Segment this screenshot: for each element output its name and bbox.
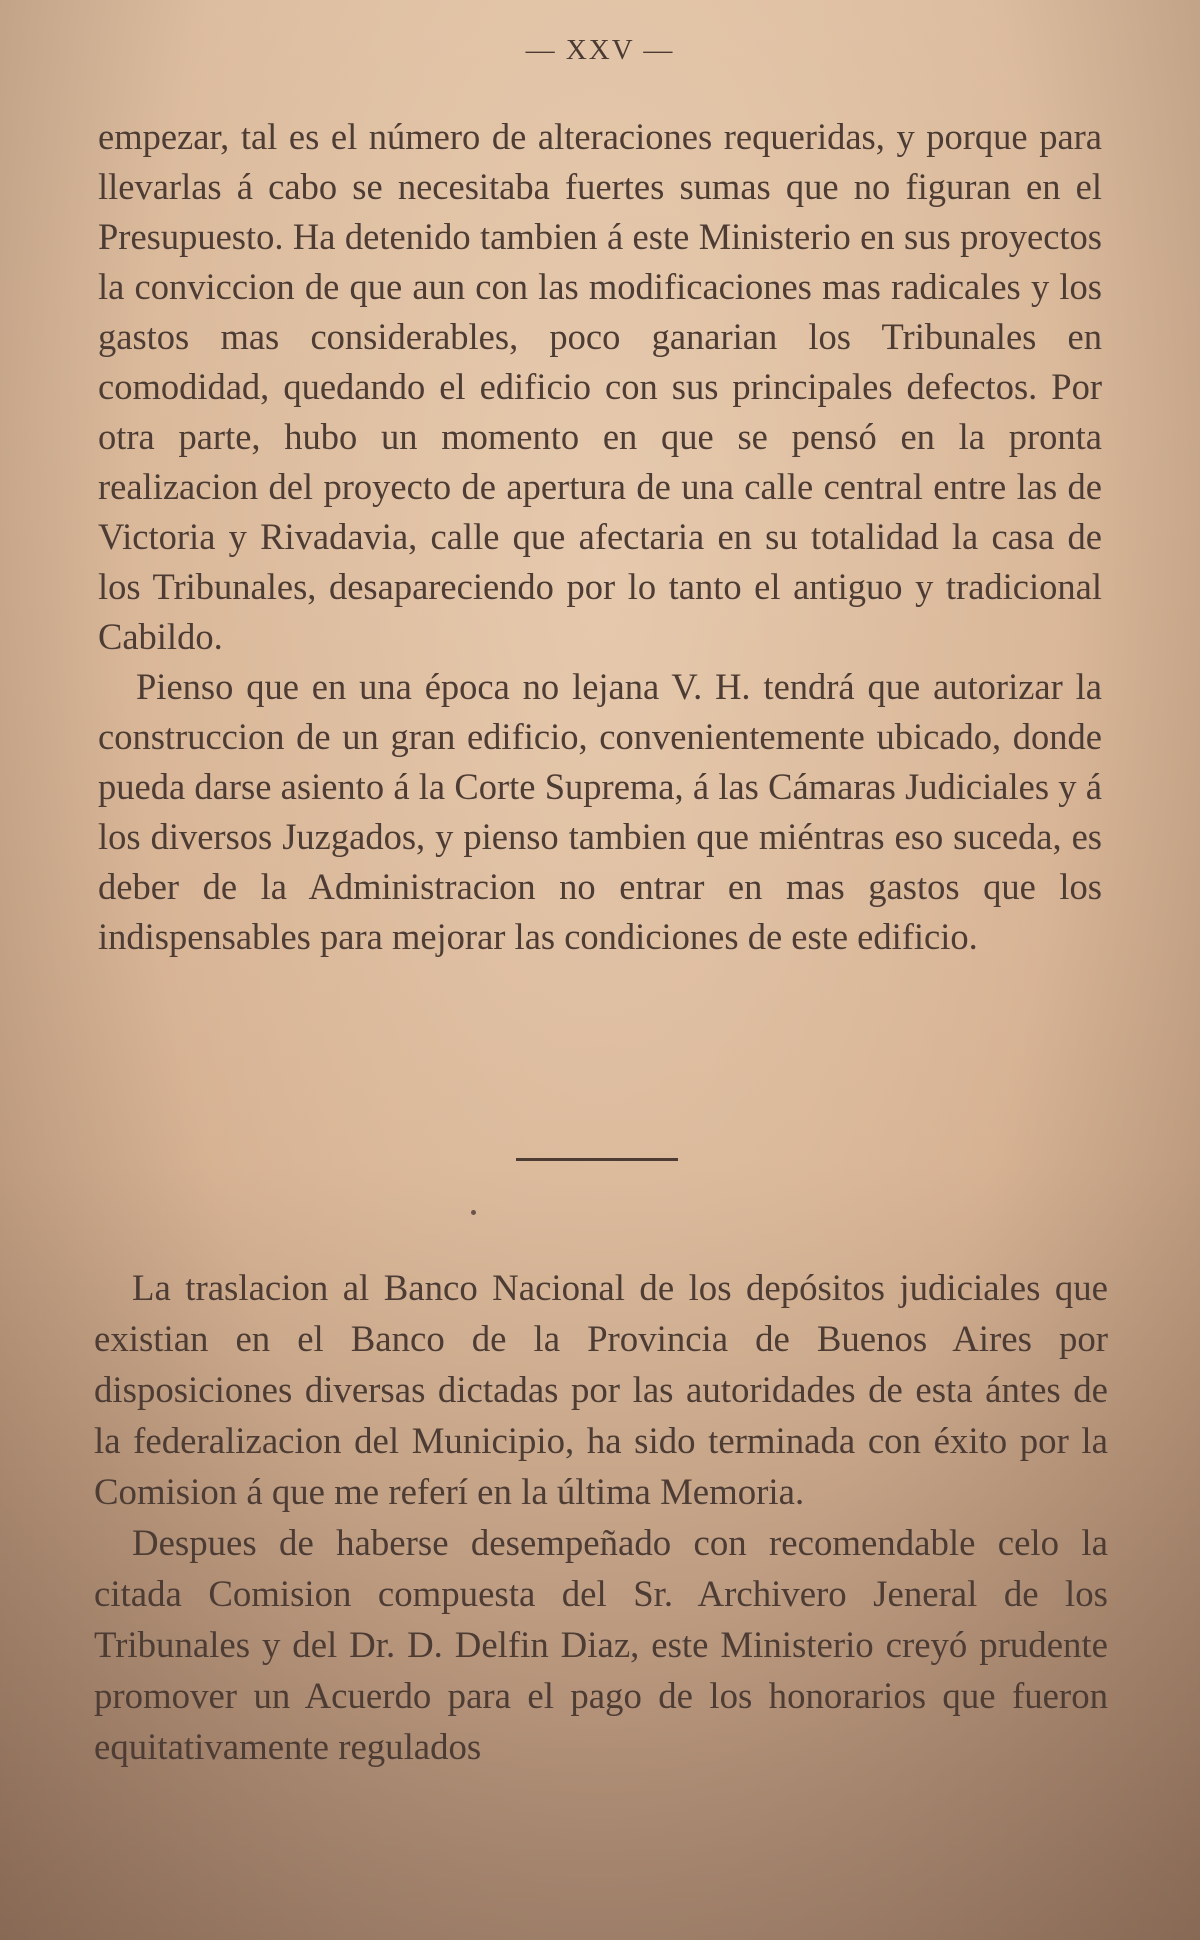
- section-divider-rule: [516, 1158, 678, 1161]
- paragraph-traslacion: La traslacion al Banco Nacional de los depósitos judiciales que existian en el Banco de la Provincia de Buenos Aires por disposiciones diversas dictadas por las autoridades de esta ántes de la federalizacion del Municipio, ha sido terminada con éxito por la Comision á que me referí en la última Memoria.: [94, 1267, 1108, 1512]
- paragraph-continuation: empezar, tal es el número de alteraciones requeridas, y porque para llevarlas á cabo se necesitaba fuertes sumas que no figuran en el Presupuesto. Ha detenido tambien á este Ministerio en sus proyectos la conviccion de que aun con las modificaciones mas radicales y los gastos mas considerables, poco ganarian los Tribunales en comodidad, quedando el edificio con sus principales defectos. Por otra parte, hubo un momento en que se pensó en la pronta realizacion del proyecto de apertura de una calle central entre las de Victoria y Rivadavia, calle que afectaria en su totalidad la casa de los Tribunales, desapareciendo por lo tanto el antiguo y tradicional Cabildo.: [98, 116, 1102, 657]
- page-number-header: — XXV —: [525, 34, 675, 66]
- ink-speck: [471, 1210, 476, 1215]
- paragraph-pienso: Pienso que en una época no lejana V. H. tendrá que autorizar la construccion de un gran edificio, convenientemente ubicado, donde pueda darse asiento á la Corte Suprema, á las Cámaras Judiciales y á los diversos Juzgados, y pienso tambien que miéntras eso suceda, es deber de la Administracion no entrar en mas gastos que los indispensables para mejorar las condiciones de este edificio.: [98, 666, 1102, 957]
- text-section-depositos: [94, 1262, 1108, 1772]
- text-section-tribunales: [98, 112, 1102, 962]
- paragraph-despues: Despues de haberse desempeñado con recomendable celo la citada Comision compuesta del Sr. Archivero Jeneral de los Tribunales y del Dr. D. Delfin Diaz, este Ministerio creyó prudente promover un Acuerdo para el pago de los honorarios que fueron equitativamente regulados: [94, 1522, 1108, 1767]
